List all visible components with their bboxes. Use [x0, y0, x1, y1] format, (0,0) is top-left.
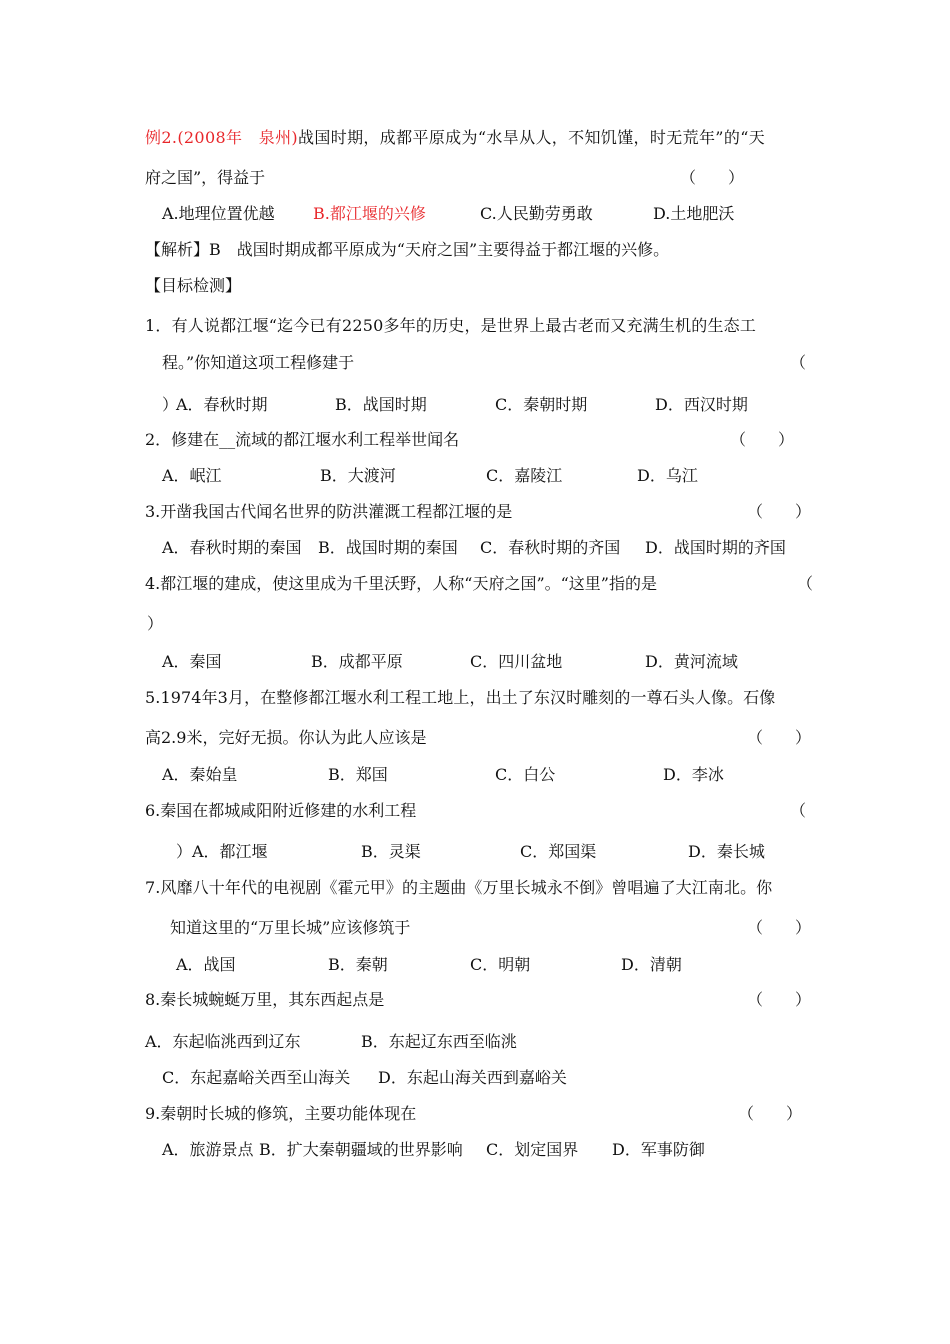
example-stem-line-1	[145, 128, 765, 148]
q8-option-b: B．东起辽东西至临洮	[361, 1032, 517, 1051]
q6-option-b: B．灵渠	[361, 842, 421, 861]
q6-option-d: D．秦长城	[688, 842, 765, 861]
q1-stem-line-1: 1．有人说都江堰“迄今已有2250多年的历史，是世界上最古老而又充满生机的生态工	[145, 316, 757, 335]
q3-option-b: B．战国时期的秦国	[318, 538, 458, 557]
q4-option-c: C．四川盆地	[470, 652, 563, 671]
q7-option-a: A．战国	[176, 955, 236, 974]
q8-option-c: C．东起嘉峪关西至山海关	[162, 1068, 351, 1087]
q1-stem-line-2: 程。”你知道这项工程修建于	[162, 353, 355, 372]
example-option-c: C.人民勤劳勇敢	[480, 204, 593, 223]
q8-answer-paren: （ ）	[747, 990, 812, 1009]
example-answer-paren: （ ）	[680, 168, 745, 187]
q1-option-b: B．战国时期	[335, 395, 427, 414]
q2-option-d: D．乌江	[637, 466, 698, 485]
q9-option-b: B．扩大秦朝疆域的世界影响	[259, 1140, 463, 1159]
q6-option-a: A．都江堰	[192, 842, 268, 861]
q3-answer-paren: （ ）	[747, 502, 812, 521]
q4-option-d: D．黄河流域	[645, 652, 738, 671]
example-analysis: 【解析】B 战国时期成都平原成为“天府之国”主要得益于都江堰的兴修。	[145, 240, 670, 259]
q7-option-b: B．秦朝	[328, 955, 388, 974]
q5-stem-line-2: 高2.9米，完好无损。你认为此人应该是	[145, 728, 427, 747]
q6-option-c: C．郑国渠	[520, 842, 597, 861]
q1-option-d: D．西汉时期	[655, 395, 748, 414]
q8-stem: 8.秦长城蜿蜒万里，其东西起点是	[145, 990, 385, 1009]
q2-stem: 2．修建在__流域的都江堰水利工程举世闻名	[145, 430, 460, 449]
q2-option-b: B．大渡河	[320, 466, 396, 485]
q9-answer-paren: （ ）	[738, 1104, 803, 1123]
q6-stem: 6.秦国在都城咸阳附近修建的水利工程	[145, 801, 417, 820]
example-stem-line-2: 府之国”，得益于	[145, 168, 266, 187]
q2-option-c: C．嘉陵江	[486, 466, 563, 485]
example-label: 例2.(2008年 泉州)	[145, 128, 299, 147]
q1-option-c: C．秦朝时期	[495, 395, 588, 414]
q5-option-a: A．秦始皇	[162, 765, 238, 784]
q6-paren-open: （	[790, 801, 807, 820]
q7-stem-line-1: 7.风靡八十年代的电视剧《霍元甲》的主题曲《万里长城永不倒》曾唱遍了大江南北。你	[145, 878, 773, 897]
example-option-b: B.都江堰的兴修	[313, 204, 426, 223]
q3-option-c: C．春秋时期的齐国	[480, 538, 621, 557]
q7-option-c: C．明朝	[470, 955, 531, 974]
q8-option-d: D．东起山海关西到嘉峪关	[378, 1068, 567, 1087]
q4-paren-open: （	[797, 574, 814, 593]
q9-option-c: C．划定国界	[486, 1140, 579, 1159]
q5-option-c: C．白公	[495, 765, 556, 784]
q4-option-b: B．成都平原	[311, 652, 403, 671]
q1-paren-close: ）	[162, 395, 179, 414]
q1-option-a: A．春秋时期	[176, 395, 268, 414]
q6-paren-close: ）	[176, 842, 193, 861]
q9-option-a: A．旅游景点	[162, 1140, 254, 1159]
q7-stem-line-2: 知道这里的“万里长城”应该修筑于	[170, 918, 411, 937]
example-stem-text: 战国时期，成都平原成为“水旱从人，不知饥馑，时无荒年”的“天	[298, 128, 766, 147]
q7-answer-paren: （ ）	[747, 918, 812, 937]
q5-option-b: B．郑国	[328, 765, 388, 784]
q4-stem: 4.都江堰的建成，使这里成为千里沃野，人称“天府之国”。“这里”指的是	[145, 574, 657, 593]
q3-stem: 3.开凿我国古代闻名世界的防洪灌溉工程都江堰的是	[145, 502, 513, 521]
q3-option-a: A．春秋时期的秦国	[162, 538, 302, 557]
q4-paren-close: ）	[147, 614, 164, 633]
q4-option-a: A．秦国	[162, 652, 222, 671]
example-option-a: A.地理位置优越	[162, 204, 275, 223]
q2-option-a: A．岷江	[162, 466, 222, 485]
q5-stem-line-1: 5.1974年3月，在整修都江堰水利工程工地上，出土了东汉时雕刻的一尊石头人像。石像	[145, 688, 776, 707]
example-option-d: D.土地肥沃	[653, 204, 735, 223]
section-title: 【目标检测】	[145, 276, 242, 295]
q3-option-d: D．战国时期的齐国	[645, 538, 786, 557]
q9-option-d: D．军事防御	[612, 1140, 705, 1159]
q5-option-d: D．李冰	[663, 765, 724, 784]
q1-paren-open: （	[790, 353, 807, 372]
q2-answer-paren: （ ）	[730, 430, 795, 449]
q5-answer-paren: （ ）	[747, 728, 812, 747]
q7-option-d: D．清朝	[621, 955, 682, 974]
q9-stem: 9.秦朝时长城的修筑，主要功能体现在	[145, 1104, 417, 1123]
q8-option-a: A．东起临洮西到辽东	[145, 1032, 301, 1051]
